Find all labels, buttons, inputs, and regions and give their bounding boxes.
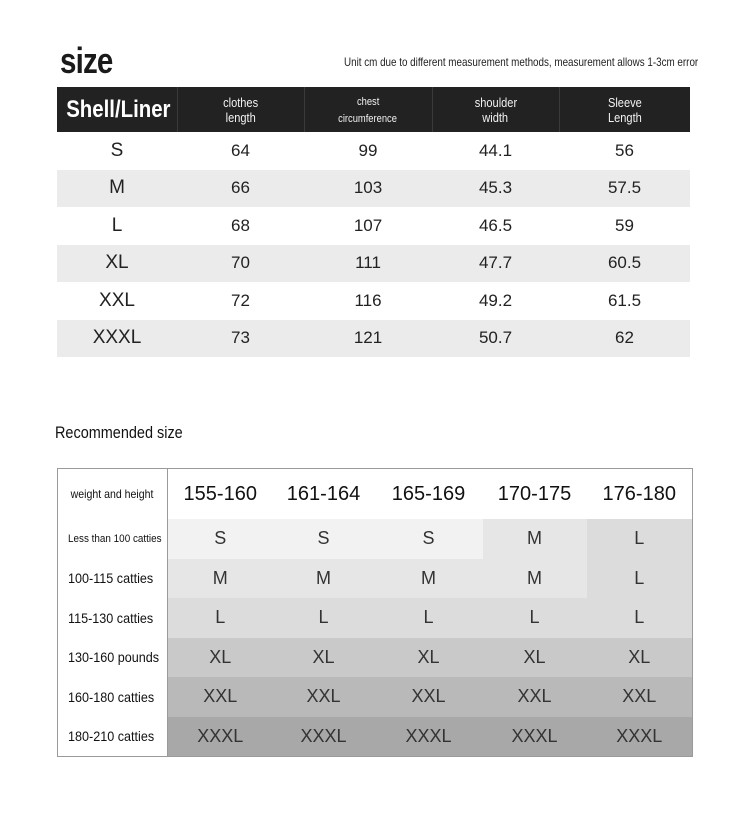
recommended-size-cell: XXXL [168,717,273,757]
recommended-size-cell: XXXL [273,717,375,757]
recommended-size-title: Recommended size [55,423,183,442]
clothes-length-cell: 70 [177,245,304,283]
recommended-size-cell: M [375,559,483,599]
recommended-size-cell: M [483,559,587,599]
table-row [58,677,693,717]
size-chart-table [57,87,690,357]
height-range-header: 170-175 [483,469,587,520]
recommended-size-cell: L [587,519,693,559]
size-cell: M [57,170,177,208]
table-row [57,207,690,245]
table-row [57,320,690,358]
weight-range-label: 130-160 pounds [58,638,168,678]
recommended-size-cell: L [273,598,375,638]
height-range-header: 161-164 [273,469,375,520]
table-row [58,519,693,559]
table-row [57,245,690,283]
sleeve-cell: 57.5 [559,170,690,208]
recommended-size-cell: L [587,559,693,599]
height-range-header: 165-169 [375,469,483,520]
sleeve-cell: 61.5 [607,290,642,310]
recommended-header-row [58,469,693,520]
weight-range-label: 180-210 catties [58,717,168,757]
table-row [57,170,690,208]
shoulder-cell: 49.2 [478,290,513,310]
chest-cell: 99 [358,140,378,160]
weight-range-label: 100-115 catties [58,559,168,599]
recommended-size-cell: XL [168,638,273,678]
recommended-size-cell: XL [375,638,483,678]
clothes-length-cell: 68 [231,215,250,235]
recommended-size-cell: L [587,598,693,638]
size-cell: XL [57,245,177,283]
table-row [58,598,693,638]
recommended-size-cell: XL [483,638,587,678]
size-chart-header-row [57,87,690,132]
measurement-note: Unit cm due to different measurement methods, measurement allows 1-3cm error [344,55,699,69]
chest-cell: 107 [353,215,383,235]
table-row [57,132,690,170]
table-row [58,559,693,599]
clothes-length-cell: 66 [177,170,304,208]
weight-range-label: 115-130 catties [58,598,168,638]
recommended-size-cell: XXXL [375,717,483,757]
header-shoulder-width: shoulder width [432,87,559,132]
recommended-size-table [57,468,693,757]
size-cell: XXXL [57,320,177,358]
size-cell: L [111,214,123,236]
recommended-size-cell: XL [273,638,375,678]
header-sleeve-length: Sleeve Length [559,87,690,132]
recommended-size-cell: XXL [587,677,693,717]
header-chest-circumference: chest circumference [304,87,432,132]
size-cell: S [110,139,124,161]
recommended-size-cell: XXL [375,677,483,717]
shoulder-cell: 45.3 [432,170,559,208]
weight-range-label: Less than 100 catties [58,519,168,559]
weight-range-label: 160-180 catties [58,677,168,717]
recommended-size-cell: M [483,519,587,559]
height-range-header: 176-180 [587,469,693,520]
table-row [58,717,693,757]
size-cell: XXL [99,289,135,311]
table-row [58,638,693,678]
height-range-header: 155-160 [168,469,273,520]
sleeve-cell: 62 [559,320,690,358]
sleeve-cell: 60.5 [559,245,690,283]
recommended-size-cell: XXXL [483,717,587,757]
shoulder-cell: 50.7 [432,320,559,358]
recommended-size-cell: S [375,519,483,559]
sleeve-cell: 59 [615,215,634,235]
recommended-size-cell: M [273,559,375,599]
shoulder-cell: 46.5 [478,215,513,235]
recommended-size-cell: S [168,519,273,559]
chest-cell: 116 [354,290,382,310]
clothes-length-cell: 73 [177,320,304,358]
recommended-size-cell: L [483,598,587,638]
recommended-size-cell: L [375,598,483,638]
sleeve-cell: 56 [615,140,634,160]
recommended-size-cell: S [273,519,375,559]
chest-cell: 103 [304,170,432,208]
table-row [57,282,690,320]
recommended-size-cell: M [168,559,273,599]
clothes-length-cell: 64 [231,140,250,160]
shoulder-cell: 44.1 [478,140,513,160]
recommended-size-cell: XL [587,638,693,678]
recommended-size-cell: XXL [168,677,273,717]
size-chart-title: size [60,40,113,81]
recommended-size-cell: XXL [483,677,587,717]
header-clothes-length: clothes length [177,87,304,132]
chest-cell: 111 [304,245,432,283]
weight-height-header: weight and height [58,469,168,520]
header-shell-liner: Shell/Liner [57,87,177,132]
clothes-length-cell: 72 [231,290,250,310]
recommended-size-cell: XXL [273,677,375,717]
recommended-size-cell: XXXL [587,717,693,757]
shoulder-cell: 47.7 [432,245,559,283]
chest-cell: 121 [304,320,432,358]
recommended-size-cell: L [168,598,273,638]
